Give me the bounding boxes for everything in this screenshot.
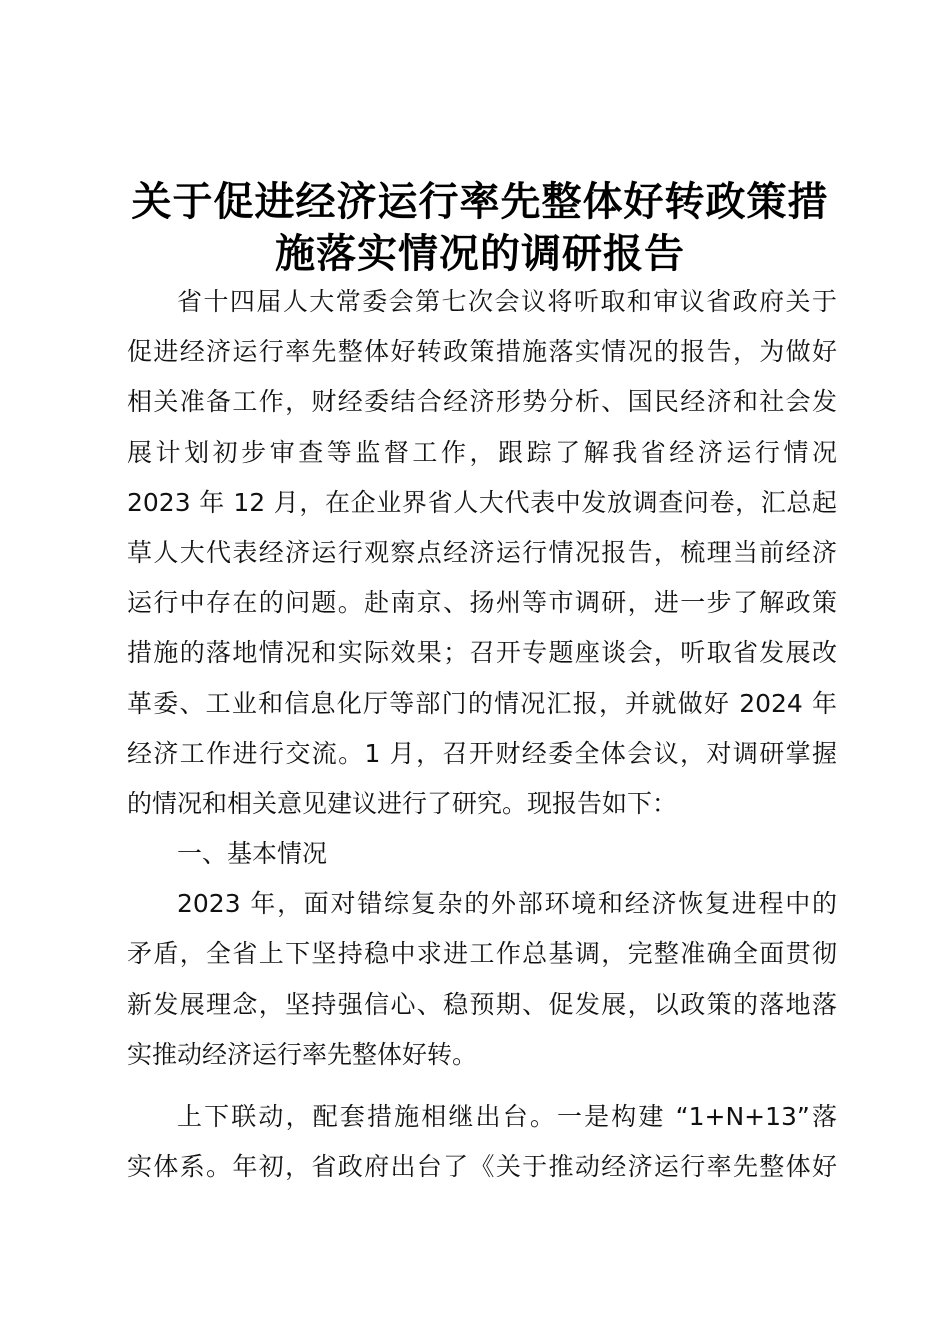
para1-line: 的情况和相关意见建议进行了研究。现报告如下：: [127, 788, 678, 818]
para1-line: 2023 年 12 月，在企业界省人大代表中发放调查问卷，汇总起: [127, 487, 837, 517]
para1-line: 运行中存在的问题。赴南京、扬州等市调研，进一步了解政策: [127, 588, 837, 618]
para1-line: 促进经济运行率先整体好转政策措施落实情况的报告，为做好: [127, 337, 837, 367]
para1-line: 革委、工业和信息化厅等部门的情况汇报，并就做好 2024 年: [127, 688, 837, 718]
document-body: [127, 277, 837, 1192]
para3-line: 上下联动，配套措施相继出台。一是构建 “1+N+13”落: [177, 1102, 837, 1131]
para2-line: 2023 年，面对错综复杂的外部环境和经济恢复进程中的: [177, 889, 837, 919]
para1-line: 展计划初步审查等监督工作，跟踪了解我省经济运行情况: [127, 437, 837, 467]
para1-line: 相关准备工作，财经委结合经济形势分析、国民经济和社会发: [127, 387, 837, 417]
title-line-2: 施落实情况的调研报告: [275, 231, 685, 277]
paragraph-gap: [127, 1080, 837, 1092]
para2-line: 新发展理念，坚持强信心、稳预期、促发展，以政策的落地落: [127, 989, 837, 1019]
para1-line: 省十四届人大常委会第七次会议将听取和审议省政府关于: [177, 287, 837, 316]
para1-line: 草人大代表经济运行观察点经济运行情况报告，梳理当前经济: [127, 537, 837, 567]
para1-line: 经济工作进行交流。1 月，召开财经委全体会议，对调研掌握: [127, 738, 837, 768]
para3-line: 实体系。年初，省政府出台了《关于推动经济运行率先整体好: [127, 1152, 837, 1182]
para1-line: 措施的落地情况和实际效果；召开专题座谈会，听取省发展改: [127, 638, 837, 668]
section-heading: 一、基本情况: [177, 839, 328, 869]
para2-line: 矛盾，全省上下坚持稳中求进工作总基调，完整准确全面贯彻: [127, 939, 837, 969]
title-line-1: 关于促进经济运行率先整体好转政策措: [131, 179, 829, 225]
document-title: [110, 176, 850, 280]
para2-line: 实推动经济运行率先整体好转。: [127, 1039, 478, 1069]
